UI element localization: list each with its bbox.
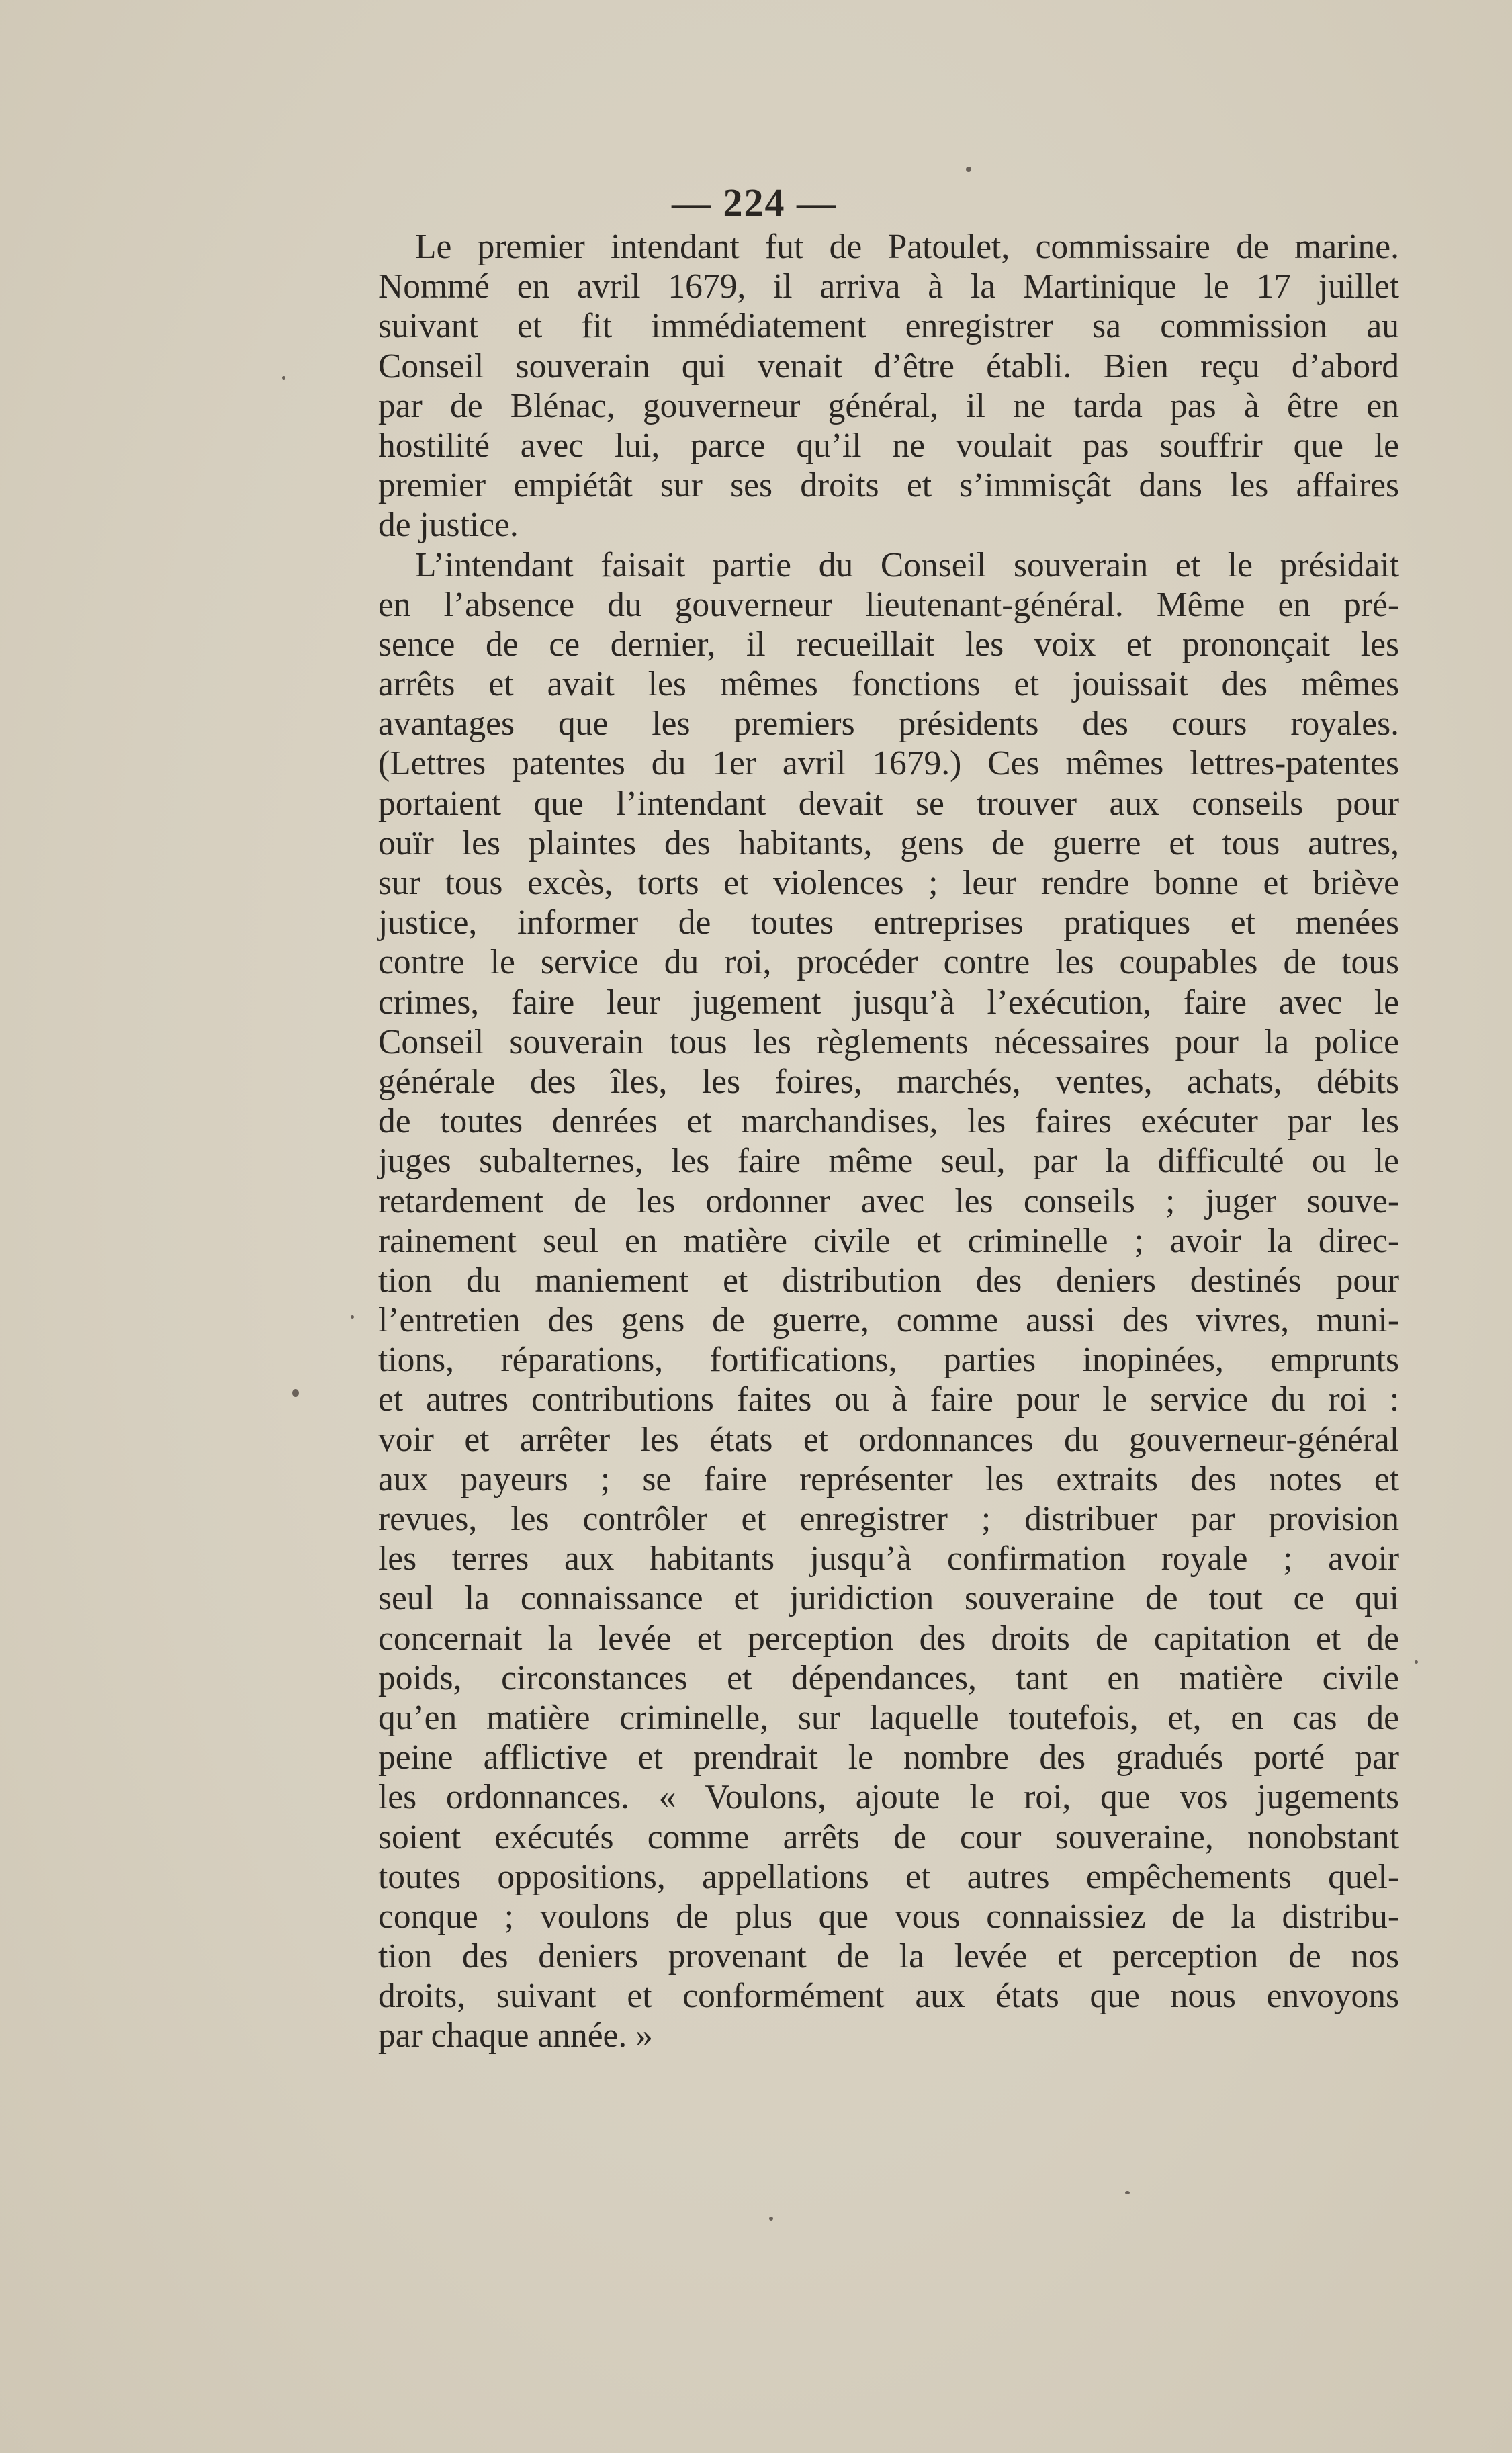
text-line: peine afflictive et prendrait le nombre des gradués porté par <box>378 1738 1399 1777</box>
body-text <box>378 227 1399 2056</box>
text-line: sur tous excès, torts et violences ; leur rendre bonne et briève <box>378 864 1399 902</box>
text-line: aux payeurs ; se faire représenter les extraits des notes et <box>378 1460 1399 1499</box>
text-line: par de Blénac, gouverneur général, il ne tarda pas à être en <box>378 386 1399 425</box>
text-line: sence de ce dernier, il recueillait les voix et prononçait les <box>378 625 1399 664</box>
paragraph-1 <box>378 227 1399 545</box>
text-line: Conseil souverain tous les règlements nécessaires pour la police <box>378 1022 1399 1061</box>
text-line: poids, circonstances et dépendances, tant en matière civile <box>378 1658 1399 1697</box>
text-line: concernait la levée et perception des droits de capitation et de <box>378 1619 1399 1658</box>
text-line: L’intendant faisait partie du Conseil souverain et le présidait <box>415 545 1399 584</box>
text-line: Nommé en avril 1679, il arriva à la Martinique le 17 juillet <box>378 267 1399 306</box>
page-number: — 224 — <box>672 181 837 224</box>
text-line: justice, informer de toutes entreprises pratiques et menées <box>378 903 1399 942</box>
text-line: l’entretien des gens de guerre, comme aussi des vivres, muni- <box>378 1301 1399 1340</box>
text-line: rainement seul en matière civile et criminelle ; avoir la direc- <box>378 1221 1399 1260</box>
text-line: de justice. <box>378 506 519 545</box>
text-line: droits, suivant et conformément aux états que nous envoyons <box>378 1977 1399 2016</box>
paper-speck <box>282 376 285 380</box>
text-line: retardement de les ordonner avec les conseils ; juger souve- <box>378 1181 1399 1220</box>
text-line: suivant et fit immédiatement enregistrer sa commission au <box>378 307 1399 346</box>
paper-speck <box>292 1389 299 1397</box>
text-line: soient exécutés comme arrêts de cour souveraine, nonobstant <box>378 1818 1399 1857</box>
paper-speck <box>1415 1660 1418 1664</box>
text-line: (Lettres patentes du 1er avril 1679.) Ces mêmes lettres-patentes <box>378 744 1399 783</box>
text-line: ouïr les plaintes des habitants, gens de guerre et tous autres, <box>378 823 1399 862</box>
text-line: conque ; voulons de plus que vous connaissiez de la distribu- <box>378 1897 1399 1936</box>
text-line: contre le service du roi, procéder contre les coupables de tous <box>378 943 1399 982</box>
text-line: portaient que l’intendant devait se trouver aux conseils pour <box>378 784 1399 823</box>
text-line: les terres aux habitants jusqu’à confirmation royale ; avoir <box>378 1540 1399 1578</box>
text-line: hostilité avec lui, parce qu’il ne voulait pas souffrir que le <box>378 426 1399 465</box>
paragraph-2 <box>378 545 1399 2056</box>
text-line: en l’absence du gouverneur lieutenant-général. Même en pré- <box>378 585 1399 624</box>
text-line: Le premier intendant fut de Patoulet, commissaire de marine. <box>415 228 1399 266</box>
text-line: premier empiétât sur ses droits et s’immisçât dans les affaires <box>378 466 1399 505</box>
text-line: qu’en matière criminelle, sur laquelle toutefois, et, en cas de <box>378 1698 1399 1737</box>
text-line: avantages que les premiers présidents des cours royales. <box>378 705 1399 744</box>
text-line: arrêts et avait les mêmes fonctions et jouissait des mêmes <box>378 665 1399 704</box>
paper-speck <box>769 2217 773 2221</box>
text-line: revues, les contrôler et enregistrer ; distribuer par provision <box>378 1500 1399 1538</box>
text-line: toutes oppositions, appellations et autres empêchements quel- <box>378 1857 1399 1896</box>
text-line: crimes, faire leur jugement jusqu’à l’exécution, faire avec le <box>378 983 1399 1022</box>
paper-speck <box>966 167 971 172</box>
paper-speck <box>351 1315 354 1319</box>
text-line: tion du maniement et distribution des deniers destinés pour <box>378 1261 1399 1300</box>
text-line: seul la connaissance et juridiction souveraine de tout ce qui <box>378 1579 1399 1618</box>
text-line: par chaque année. » <box>378 2016 653 2055</box>
text-line: Conseil souverain qui venait d’être établi. Bien reçu d’abord <box>378 347 1399 386</box>
text-line: et autres contributions faites ou à faire pour le service du roi : <box>378 1380 1399 1419</box>
text-line: les ordonnances. « Voulons, ajoute le roi, que vos jugements <box>378 1778 1399 1817</box>
text-line: générale des îles, les foires, marchés, ventes, achats, débits <box>378 1062 1399 1101</box>
text-line: de toutes denrées et marchandises, les faires exécuter par les <box>378 1102 1399 1141</box>
text-line: juges subalternes, les faire même seul, par la difficulté ou le <box>378 1142 1399 1181</box>
text-line: tions, réparations, fortifications, parties inopinées, emprunts <box>378 1341 1399 1380</box>
text-line: voir et arrêter les états et ordonnances du gouverneur-général <box>378 1420 1399 1459</box>
paper-speck <box>1125 2191 1130 2194</box>
text-line: tion des deniers provenant de la levée et perception de nos <box>378 1937 1399 1976</box>
